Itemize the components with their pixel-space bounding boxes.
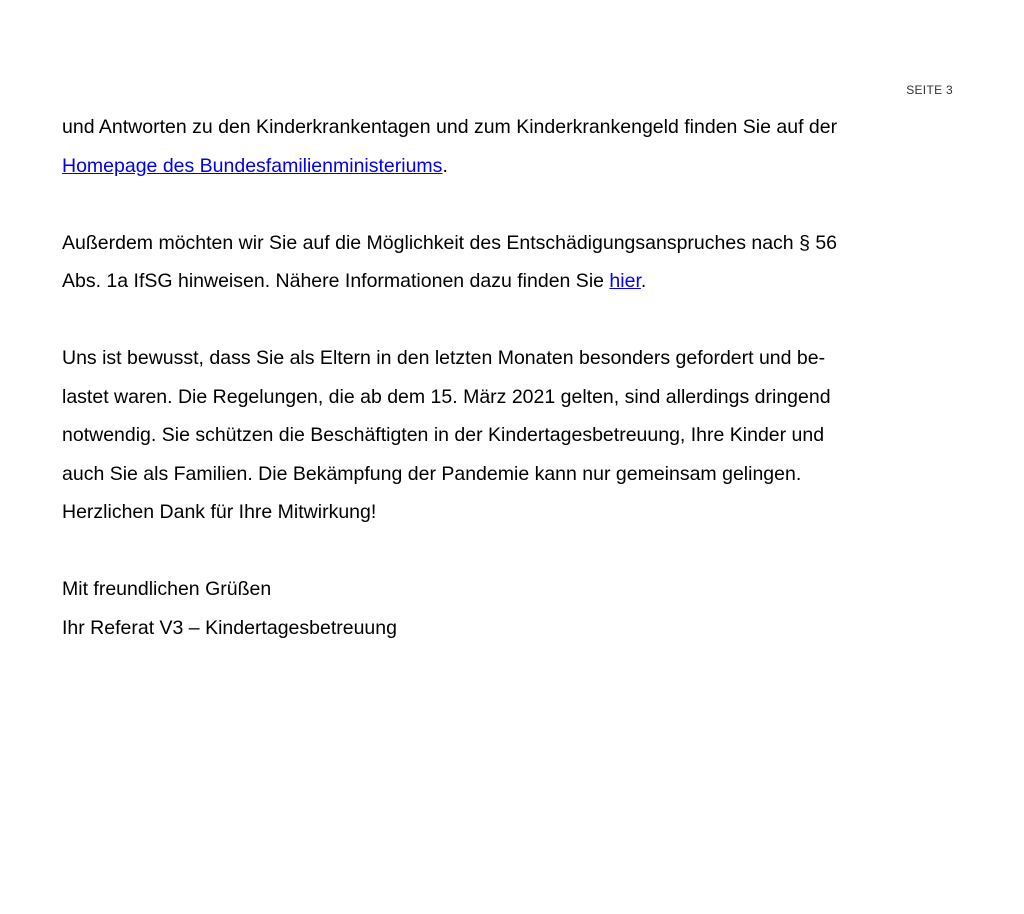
paragraph-entschaedigung (62, 224, 962, 301)
paragraph-kinderkrankentage (62, 108, 962, 185)
text-line: lastet waren. Die Regelungen, die ab dem 15. März 2021 gelten, sind allerdings dringend (62, 385, 831, 408)
text-line: Herzlichen Dank für Ihre Mitwirkung! (62, 501, 377, 523)
text-line (62, 262, 962, 301)
link-hier[interactable]: hier (609, 270, 641, 292)
text-line: auch Sie als Familien. Die Bekämpfung der Pandemie kann nur gemeinsam gelingen. (62, 462, 802, 485)
text-line (62, 147, 962, 186)
text-fragment: . (640, 270, 647, 292)
text-fragment: Abs. 1a IfSG hinweisen. Nähere Informationen dazu finden Sie (62, 270, 610, 292)
text-line: und Antworten zu den Kinderkrankentagen und zum Kinderkrankengeld finden Sie auf der (62, 116, 838, 138)
letter-body (62, 108, 962, 647)
paragraph-dank (62, 339, 962, 532)
text-fragment: . (442, 154, 448, 177)
text-line: Uns ist bewusst, dass Sie als Eltern in den letzten Monaten besonders gefordert und be- (62, 347, 826, 369)
text-line: Außerdem möchten wir Sie auf die Möglichkeit des Entschädigungsanspruches nach § 56 (62, 231, 838, 254)
closing-greeting: Mit freundlichen Grüßen (62, 578, 272, 600)
link-bundesfamilienministerium[interactable]: Homepage des Bundesfamilienministeriums (62, 154, 443, 177)
closing-signature: Ihr Referat V3 – Kindertagesbetreuung (62, 616, 397, 639)
page-number: SEITE 3 (906, 83, 953, 97)
text-line: notwendig. Sie schützen die Beschäftigten in der Kindertagesbetreuung, Ihre Kinder und (62, 424, 825, 446)
closing-block (62, 570, 962, 647)
